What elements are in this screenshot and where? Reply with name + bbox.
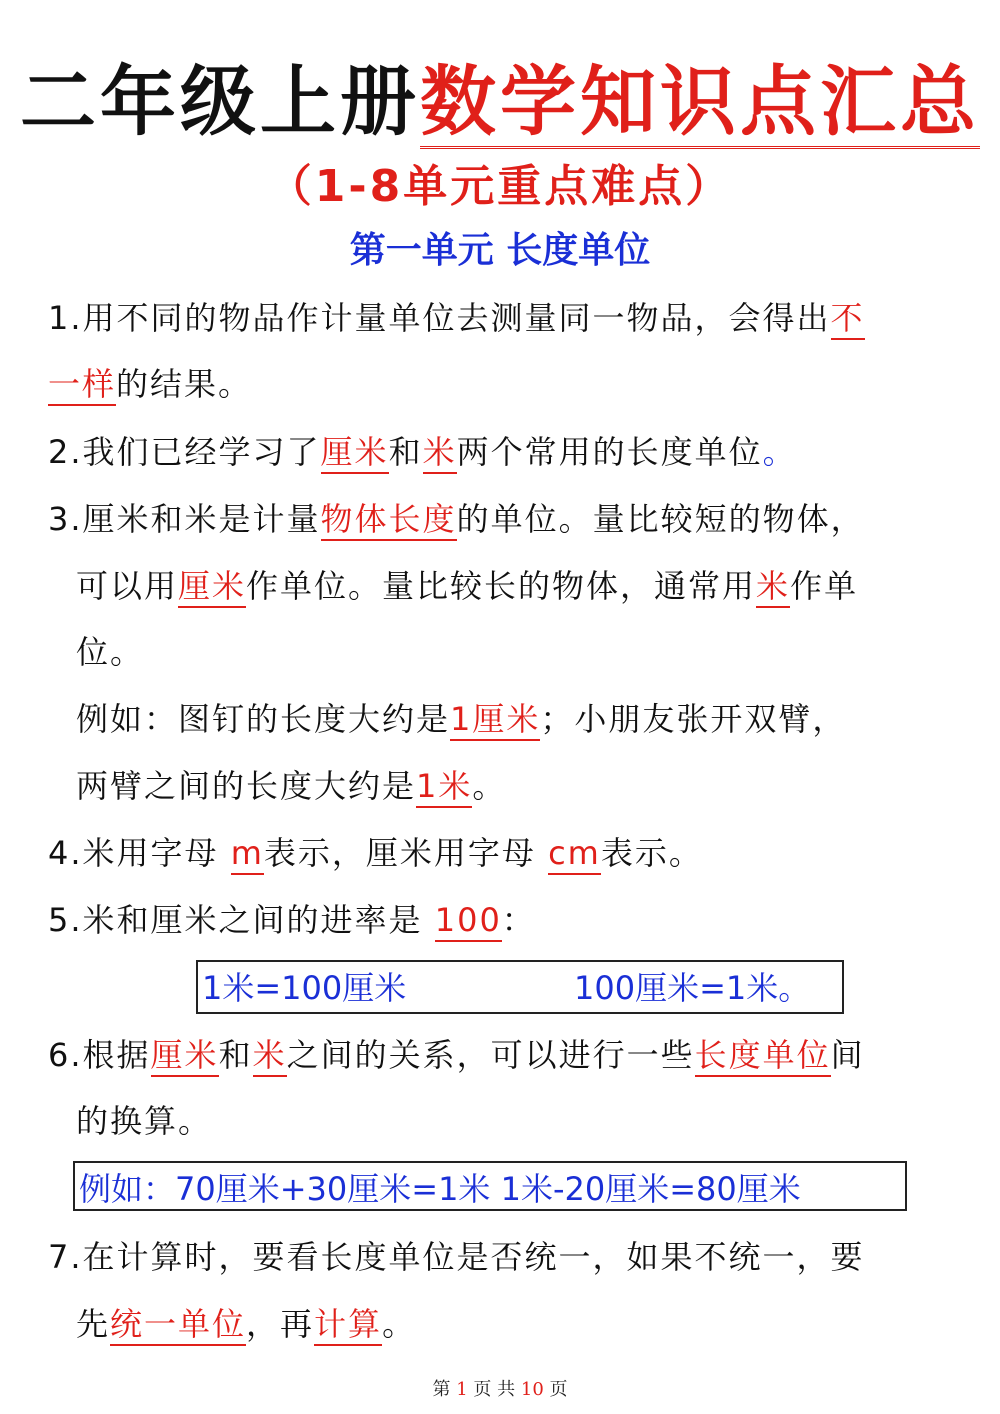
example-box: 例如：70厘米+30厘米=1米 1米-20厘米=80厘米 xyxy=(73,1161,907,1211)
item-1-line-2: 一样的结果。 xyxy=(48,362,958,406)
item-4: 4.米用字母 m表示，厘米用字母 cm表示。 xyxy=(48,831,958,875)
highlight: 不 xyxy=(831,299,865,340)
highlight: 一样 xyxy=(48,365,116,406)
highlight: 1厘米 xyxy=(450,700,540,741)
item-2: 2.我们已经学习了厘米和米两个常用的长度单位。 xyxy=(48,430,958,474)
conversion-box xyxy=(196,960,844,1014)
highlight: 厘米 xyxy=(178,567,246,608)
example-1-line-2: 两臂之间的长度大约是1米。 xyxy=(76,764,986,808)
highlight: 统一单位 xyxy=(110,1305,246,1346)
page-total: 10 xyxy=(520,1379,544,1400)
highlight: m xyxy=(231,834,264,875)
title-part1: 二年级上册 xyxy=(20,57,420,146)
highlight: 物体长度 xyxy=(321,500,457,541)
page-footer: 第 1 页 共 10 页 xyxy=(432,1379,568,1400)
highlight: 米 xyxy=(253,1036,287,1077)
conversion-right: 100厘米=1米。 xyxy=(574,969,811,1007)
item-5: 5.米和厘米之间的进率是 100： xyxy=(48,898,958,942)
example-1-line-1: 例如：图钉的长度大约是1厘米；小朋友张开双臂， xyxy=(76,697,986,741)
highlight: 厘米 xyxy=(151,1036,219,1077)
conversion-left: 1米=100厘米 xyxy=(202,969,407,1007)
item-7-line-2: 先统一单位，再计算。 xyxy=(76,1302,986,1346)
title-part2: 数学知识点汇总 xyxy=(420,57,980,149)
highlight: 厘米 xyxy=(321,433,389,474)
highlight: 100 xyxy=(435,901,502,942)
highlight: 米 xyxy=(756,567,790,608)
item-3-line-2: 可以用厘米作单位。量比较长的物体，通常用米作单 xyxy=(76,564,986,608)
highlight: 米 xyxy=(423,433,457,474)
item-6-line-2: 的换算。 xyxy=(76,1102,213,1140)
highlight: 长度单位 xyxy=(695,1036,831,1077)
page-subtitle: （1-8单元重点难点） xyxy=(267,161,733,212)
item-3-line-1: 3.厘米和米是计量物体长度的单位。量比较短的物体， xyxy=(48,497,958,541)
item-7-line-1: 7.在计算时，要看长度单位是否统一，如果不统一，要 xyxy=(48,1238,865,1276)
item-3-line-3: 位。 xyxy=(76,633,145,671)
item-1-line-1: 1.用不同的物品作计量单位去测量同一物品，会得出不 xyxy=(48,296,958,340)
item-6-line-1: 6.根据厘米和米之间的关系，可以进行一些长度单位间 xyxy=(48,1033,958,1077)
page-number: 1 xyxy=(456,1379,468,1400)
page-title xyxy=(0,52,1000,152)
highlight: 计算 xyxy=(314,1305,382,1346)
unit-title: 第一单元 长度单位 xyxy=(349,229,651,271)
highlight: 1米 xyxy=(416,767,472,808)
highlight: cm xyxy=(548,834,601,875)
